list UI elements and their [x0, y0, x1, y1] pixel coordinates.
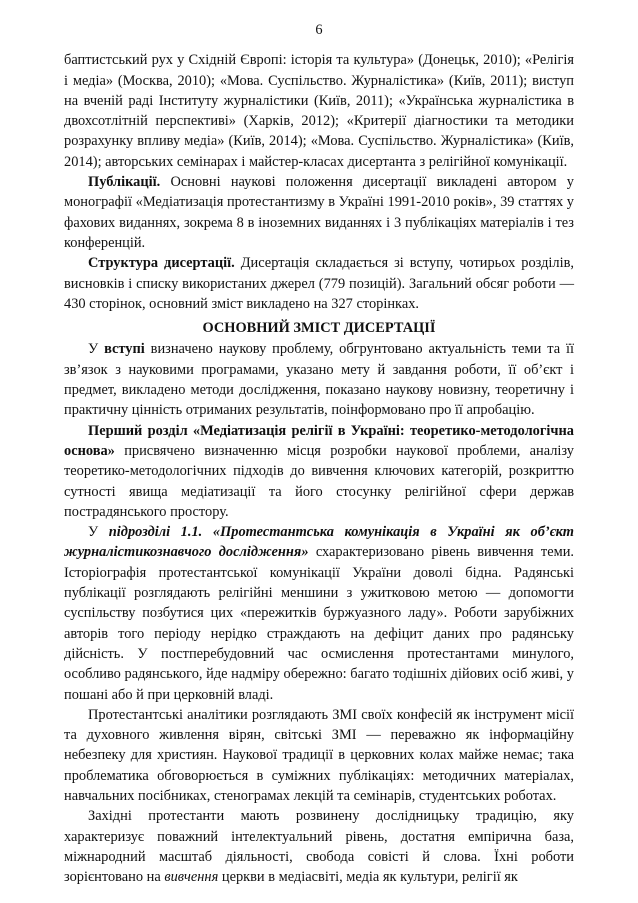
section-heading: ОСНОВНИЙ ЗМІСТ ДИСЕРТАЦІЇ: [202, 320, 436, 337]
western-text-after: церкви в медіасвіті, медіа як культури, релігії як: [218, 869, 518, 886]
page-number: 6: [315, 22, 323, 38]
structure-label: Структура дисертації.: [88, 255, 235, 272]
western-text-before: Західні протестанти мають розвинену дослідницьку традицію, яку характеризує поважний інтелектуальний рівень, достатня емпірична база, міжнародний масштаб діяльності, свобода совісті й слова. Їхні роботи зорієнтовано на: [64, 808, 574, 886]
publications-label: Публікації.: [88, 174, 161, 191]
subsection-paragraph: [64, 522, 574, 705]
protestant-analysts-paragraph: Протестантські аналітики розглядають ЗМІ своїх конфесій як інструмент місії та духовного живлення вірян, світські ЗМІ — переважно як інформаційну небезпеку для християн. Наукової традиції в церковних колах майже немає; така проблематика обговорюється в суміжних публікаціях: методичних матеріалах, навчальних посібниках, стенограмах лекцій та семінарів, студентських роботах.: [64, 706, 574, 804]
structure-text: Дисертація складається зі вступу, чотирьох розділів, висновків і списку використаних джерел (779 позицій). Загальний обсяг роботи — 430 сторінок, основний зміст викладено на 327 сторінках.: [64, 255, 574, 312]
intro-text: визначено наукову проблему, обгрунтовано актуальність теми та її зв’язок з науковими програмами, указано мету й завдання роботи, її об’єкт і предмет, викладено методи дослідження, показано наукову новизну, теоретичну і практичну цінність отриманих результатів, поінформовано про її апробацію.: [64, 341, 574, 419]
intro-label: вступі: [104, 341, 145, 358]
western-protestants-paragraph: [64, 806, 574, 887]
publications-paragraph: [64, 172, 574, 253]
chapter-one-text: присвячено визначенню місця розробки наукової проблеми, аналізу теоретико-методологічних підходів до вивчення ключових категорій, розкриттю сутності явища медіатизації та його стосунку релігійної сфери держав пострадянського простору.: [64, 442, 574, 520]
conference-list-paragraph: баптистський рух у Східній Європі: історія та культура» (Донецьк, 2010); «Релігія і медіа» (Москва, 2010); «Мова. Суспільство. Журналістика» (Київ, 2011); виступ на вченій раді Інституту журналістики (Київ, 2011); «Українська журналістика в двохсотлітній перспективі» (Харків, 2012); «Критерії діагностики та методики розрахунку впливу медіа» (Київ, 2014); «Мова. Суспільство. Журналістика» (Київ, 2014); авторських семінарах і майстер-класах дисертанта з релігійної комунікації.: [64, 52, 574, 170]
subsection-lead: У: [88, 524, 109, 541]
structure-paragraph: [64, 253, 574, 314]
chapter-one-paragraph: [64, 421, 574, 522]
introduction-paragraph: [64, 339, 574, 420]
publications-text: Основні наукові положення дисертації викладені автором у монографії «Медіатизація протестантизму в Україні 1991-2010 років», 39 статтях у фахових виданнях, зокрема 8 в іноземних виданнях і 3 публікаціях матеріалів і тез конференцій.: [64, 174, 574, 251]
western-italic-word: вивчення: [164, 869, 219, 886]
subsection-text: схарактеризовано рівень вивчення теми. Історіографія протестантської комунікації України доволі бідна. Радянські публікації розглядають релігійні меншини з ужитковою метою — допомогти суспільству позбутися цих «пережитків буржуазного ладу». Роботи зарубіжних авторів того періоду нерідко страждають на дефіцит даних про радянську дійсність. У постперебудовний час осмислення протестантами минулого, особливо радянського, йде надміру обережно: багато тодішніх дійових осіб живі, у пошані або й при церковній владі.: [64, 544, 575, 703]
intro-lead: У: [88, 341, 105, 358]
subsection-label: підрозділі 1.1. «Протестантська комунікація в Україні як об’єкт журналістикознавчого дослідження»: [64, 524, 574, 561]
chapter-one-label: Перший розділ «Медіатизація релігії в Україні: теоретико-методологічна основа»: [64, 422, 574, 459]
